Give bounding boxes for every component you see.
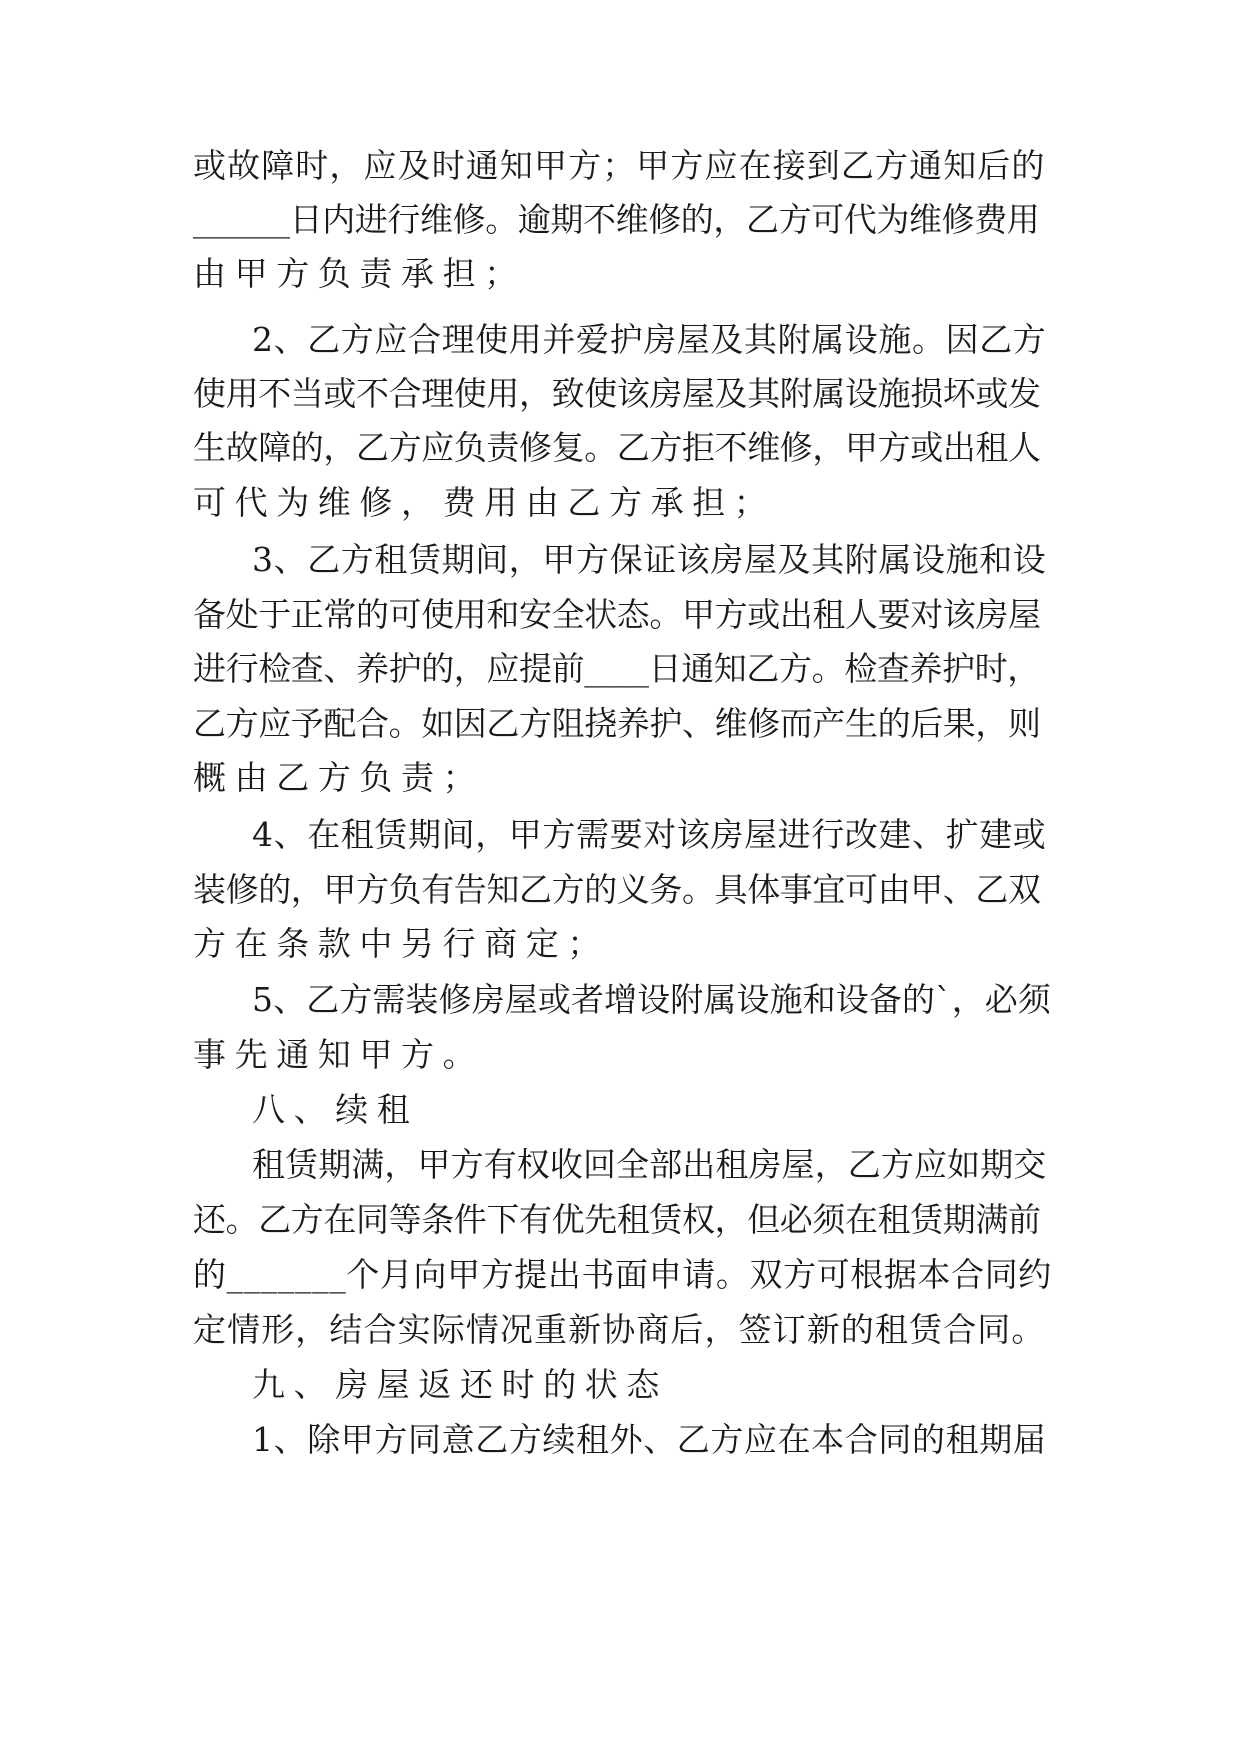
text-line: 的_______个月向甲方提出书面申请。双方可根据本合同约 — [193, 1255, 1052, 1294]
text-line: 备处于正常的可使用和安全状态。甲方或出租人要对该房屋 — [193, 595, 1041, 634]
paragraph-start-line: 5、乙方需装修房屋或者增设附属设施和设备的`，必须 — [252, 980, 1051, 1019]
text-line: ______日内进行维修。逾期不维修的，乙方可代为维修费用 — [193, 200, 1040, 239]
text-line: 由甲方负责承担； — [193, 254, 526, 293]
paragraph-start-line: 3、乙方租赁期间，甲方保证该房屋及其附属设施和设 — [252, 540, 1047, 579]
paragraph-start-line: 租赁期满，甲方有权收回全部出租房屋，乙方应如期交 — [252, 1145, 1047, 1184]
text-line: 乙方应予配合。如因乙方阻挠养护、维修而产生的后果，则 — [193, 704, 1041, 743]
section-heading: 九、房屋返还时的状态 — [252, 1365, 668, 1404]
text-line: 使用不当或不合理使用，致使该房屋及其附属设施损坏或发 — [193, 374, 1041, 413]
text-line: 或故障时，应及时通知甲方；甲方应在接到乙方通知后的 — [193, 146, 1046, 185]
text-line: 事先通知甲方。 — [193, 1035, 485, 1074]
text-line: 概由乙方负责； — [193, 758, 485, 797]
section-heading: 八、续租 — [252, 1090, 419, 1129]
text-line: 装修的，甲方负有告知乙方的义务。具体事宜可由甲、乙双 — [193, 870, 1041, 909]
paragraph-start-line: 4、在租赁期间，甲方需要对该房屋进行改建、扩建或 — [252, 815, 1047, 854]
text-line: 还。乙方在同等条件下有优先租赁权，但必须在租赁期满前 — [193, 1200, 1041, 1239]
text-line: 可代为维修，费用由乙方承担； — [193, 483, 776, 522]
text-line: 定情形，结合实际情况重新协商后，签订新的租赁合同。 — [193, 1310, 1046, 1349]
text-line: 生故障的，乙方应负责修复。乙方拒不维修，甲方或出租人 — [193, 428, 1041, 467]
paragraph-start-line: 2、乙方应合理使用并爱护房屋及其附属设施。因乙方 — [252, 320, 1047, 359]
text-line: 进行检查、养护的，应提前____日通知乙方。检查养护时， — [193, 649, 1040, 688]
paragraph-start-line: 1、除甲方同意乙方续租外、乙方应在本合同的租期届 — [252, 1420, 1047, 1459]
text-line: 方在条款中另行商定； — [193, 924, 609, 963]
